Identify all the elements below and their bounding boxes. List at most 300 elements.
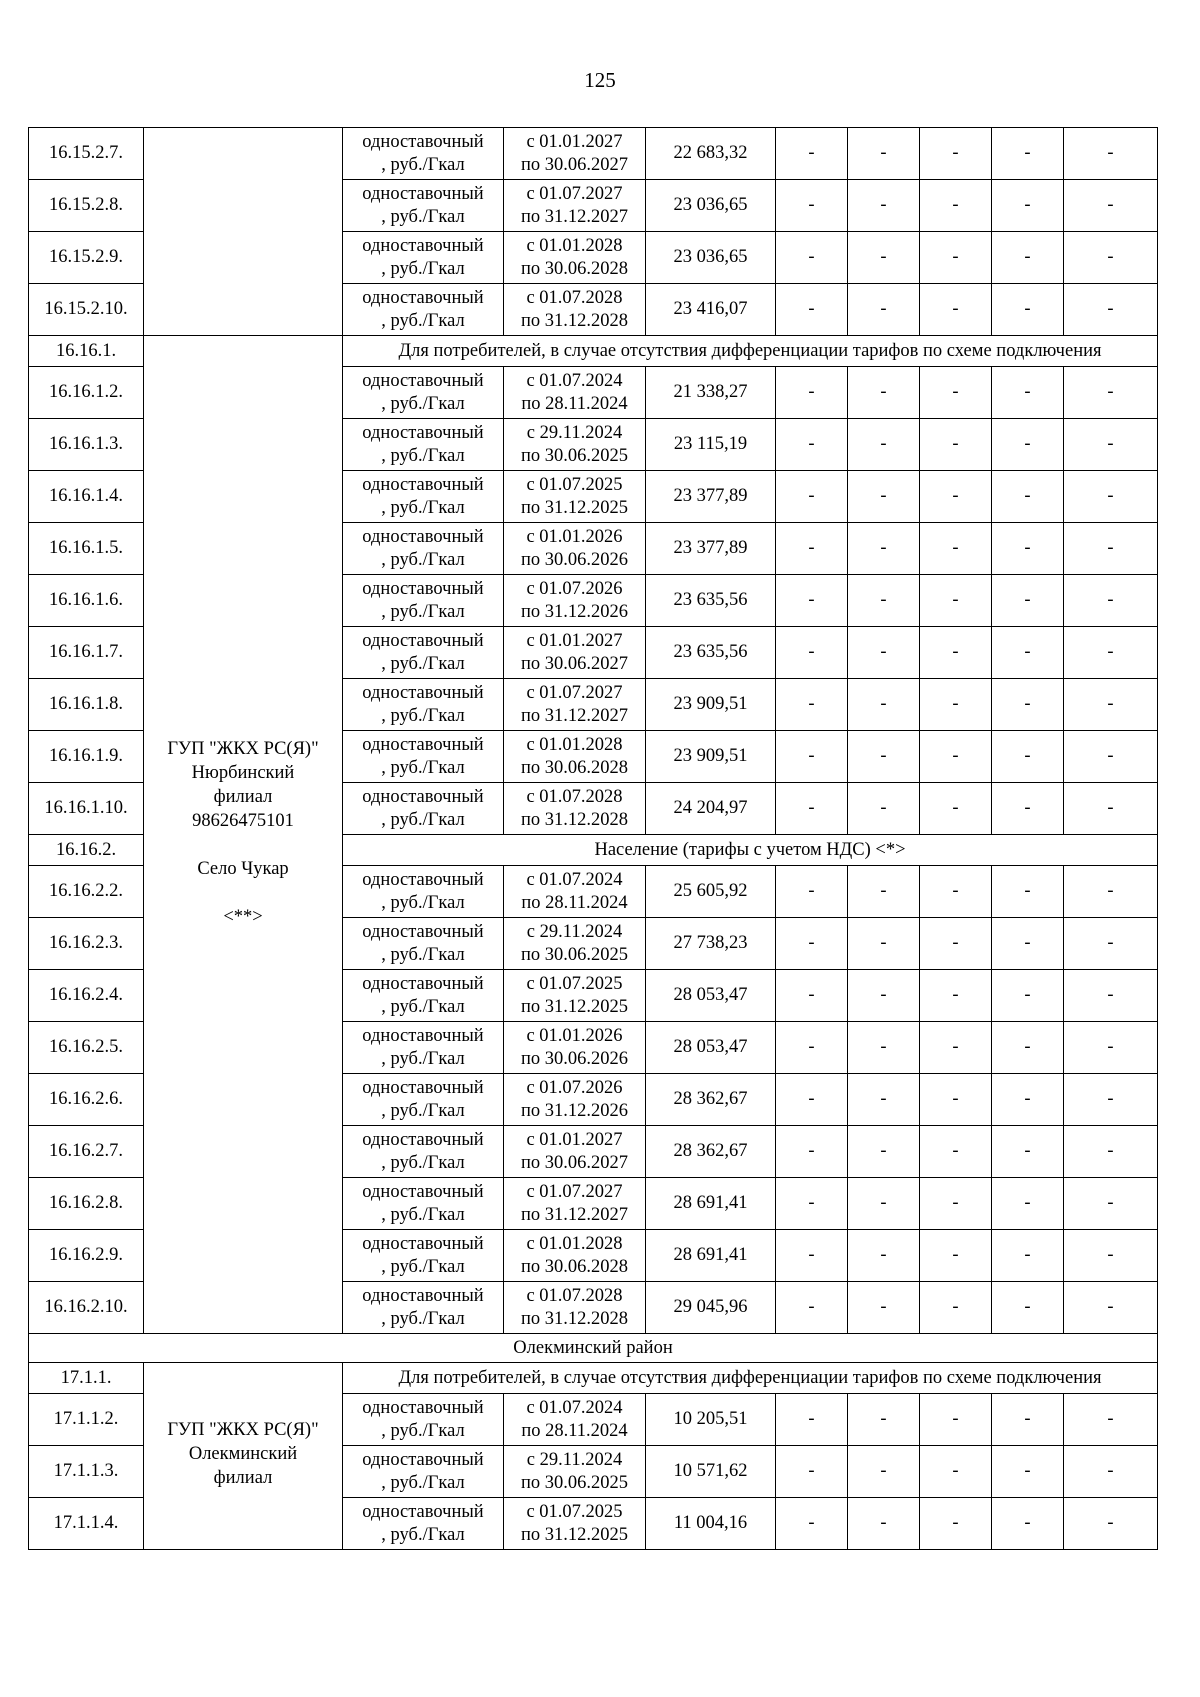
empty-value-dash: - bbox=[848, 1498, 920, 1550]
empty-value-dash: - bbox=[992, 523, 1064, 575]
period-line: по 30.06.2027 bbox=[520, 653, 629, 674]
row-number: 16.16.2.6. bbox=[29, 1074, 144, 1126]
empty-value-dash: - bbox=[920, 731, 992, 783]
empty-value-dash: - bbox=[1064, 1178, 1158, 1230]
empty-value-dash: - bbox=[920, 128, 992, 180]
empty-value-dash: - bbox=[848, 575, 920, 627]
tariff-value: 21 338,27 bbox=[646, 367, 776, 419]
empty-value-dash: - bbox=[992, 1178, 1064, 1230]
period-line: с 01.07.2025 bbox=[526, 474, 623, 495]
empty-value-dash: - bbox=[848, 367, 920, 419]
tariff-type-line: , руб./Гкал bbox=[381, 996, 465, 1017]
period-cell bbox=[504, 284, 646, 336]
tariff-type-line: одноставочный bbox=[362, 921, 484, 942]
period-line: по 31.12.2025 bbox=[520, 1524, 629, 1545]
tariff-type-line: одноставочный bbox=[362, 1501, 484, 1522]
organization-line: Нюрбинский bbox=[191, 762, 295, 783]
empty-value-dash: - bbox=[848, 419, 920, 471]
empty-value-dash: - bbox=[920, 783, 992, 835]
tariff-value: 23 635,56 bbox=[646, 627, 776, 679]
empty-value-dash: - bbox=[992, 1074, 1064, 1126]
empty-value-dash: - bbox=[848, 1394, 920, 1446]
empty-value-dash: - bbox=[776, 575, 848, 627]
empty-value-dash: - bbox=[920, 866, 992, 918]
empty-value-dash: - bbox=[1064, 970, 1158, 1022]
period-cell bbox=[504, 419, 646, 471]
empty-value-dash: - bbox=[992, 471, 1064, 523]
tariff-type-line: одноставочный bbox=[362, 131, 484, 152]
period-line: по 30.06.2028 bbox=[520, 1256, 629, 1277]
tariff-value: 28 362,67 bbox=[646, 1126, 776, 1178]
empty-value-dash: - bbox=[776, 128, 848, 180]
period-line: с 01.07.2027 bbox=[526, 183, 623, 204]
empty-value-dash: - bbox=[848, 627, 920, 679]
tariff-type-cell bbox=[343, 180, 504, 232]
tariff-type-cell bbox=[343, 731, 504, 783]
tariff-type-cell bbox=[343, 419, 504, 471]
period-line: с 01.01.2026 bbox=[526, 1025, 623, 1046]
empty-value-dash: - bbox=[920, 575, 992, 627]
organization-cell bbox=[144, 336, 343, 1334]
period-line: с 01.07.2024 bbox=[526, 370, 623, 391]
empty-value-dash: - bbox=[920, 367, 992, 419]
tariff-value: 10 205,51 bbox=[646, 1394, 776, 1446]
period-line: по 28.11.2024 bbox=[521, 892, 628, 913]
organization-line: ГУП "ЖКХ РС(Я)" bbox=[167, 1420, 319, 1440]
tariff-type-line: одноставочный bbox=[362, 422, 484, 443]
empty-value-dash: - bbox=[776, 284, 848, 336]
empty-value-dash: - bbox=[776, 523, 848, 575]
empty-value-dash: - bbox=[992, 232, 1064, 284]
tariff-type-cell bbox=[343, 1022, 504, 1074]
district-row bbox=[29, 1334, 1158, 1363]
empty-value-dash: - bbox=[848, 1178, 920, 1230]
period-line: по 31.12.2028 bbox=[520, 310, 629, 331]
tariff-value: 25 605,92 bbox=[646, 866, 776, 918]
organization-block bbox=[148, 737, 338, 933]
period-cell bbox=[504, 128, 646, 180]
period-line: с 01.01.2028 bbox=[526, 734, 623, 755]
period-cell bbox=[504, 367, 646, 419]
tariff-type-line: одноставочный bbox=[362, 183, 484, 204]
empty-value-dash: - bbox=[776, 1022, 848, 1074]
empty-value-dash: - bbox=[1064, 367, 1158, 419]
row-number: 16.15.2.9. bbox=[29, 232, 144, 284]
tariff-type-line: одноставочный bbox=[362, 682, 484, 703]
row-number: 16.16.2.10. bbox=[29, 1282, 144, 1334]
empty-value-dash: - bbox=[776, 918, 848, 970]
tariff-type-line: , руб./Гкал bbox=[381, 1472, 465, 1493]
empty-value-dash: - bbox=[848, 1446, 920, 1498]
empty-value-dash: - bbox=[776, 783, 848, 835]
empty-value-dash: - bbox=[920, 471, 992, 523]
empty-value-dash: - bbox=[776, 970, 848, 1022]
row-number: 16.16.1.8. bbox=[29, 679, 144, 731]
empty-value-dash: - bbox=[992, 1126, 1064, 1178]
tariff-type-cell bbox=[343, 284, 504, 336]
row-number: 16.16.2.2. bbox=[29, 866, 144, 918]
period-cell bbox=[504, 1498, 646, 1550]
tariff-type-cell bbox=[343, 1394, 504, 1446]
tariff-value: 23 115,19 bbox=[646, 419, 776, 471]
empty-value-dash: - bbox=[848, 970, 920, 1022]
tariff-value: 28 053,47 bbox=[646, 970, 776, 1022]
empty-value-dash: - bbox=[920, 1498, 992, 1550]
tariff-type-line: одноставочный bbox=[362, 1285, 484, 1306]
period-cell bbox=[504, 1394, 646, 1446]
empty-value-dash: - bbox=[992, 970, 1064, 1022]
tariff-type-line: , руб./Гкал bbox=[381, 445, 465, 466]
empty-value-dash: - bbox=[776, 232, 848, 284]
period-cell bbox=[504, 232, 646, 284]
row-number: 17.1.1. bbox=[29, 1363, 144, 1394]
empty-value-dash: - bbox=[920, 232, 992, 284]
tariff-type-cell bbox=[343, 1282, 504, 1334]
tariff-value: 23 909,51 bbox=[646, 679, 776, 731]
tariff-type-line: , руб./Гкал bbox=[381, 258, 465, 279]
tariff-type-line: , руб./Гкал bbox=[381, 310, 465, 331]
period-line: с 01.01.2027 bbox=[526, 630, 623, 651]
period-line: по 31.12.2025 bbox=[520, 996, 629, 1017]
tariff-type-cell bbox=[343, 523, 504, 575]
row-number: 16.16.2. bbox=[29, 835, 144, 866]
empty-value-dash: - bbox=[1064, 1230, 1158, 1282]
period-line: по 31.12.2026 bbox=[520, 1100, 629, 1121]
tariff-value: 27 738,23 bbox=[646, 918, 776, 970]
empty-value-dash: - bbox=[992, 1446, 1064, 1498]
empty-value-dash: - bbox=[776, 1230, 848, 1282]
tariff-type-line: одноставочный bbox=[362, 734, 484, 755]
empty-value-dash: - bbox=[776, 1178, 848, 1230]
tariff-type-cell bbox=[343, 866, 504, 918]
tariff-type-line: одноставочный bbox=[362, 1449, 484, 1470]
tariff-value: 23 909,51 bbox=[646, 731, 776, 783]
period-line: по 31.12.2027 bbox=[520, 705, 629, 726]
period-cell bbox=[504, 627, 646, 679]
row-number: 16.15.2.8. bbox=[29, 180, 144, 232]
organization-line: Олекминский bbox=[188, 1444, 298, 1464]
empty-value-dash: - bbox=[776, 1126, 848, 1178]
period-line: по 30.06.2028 bbox=[520, 757, 629, 778]
empty-value-dash: - bbox=[920, 679, 992, 731]
tariff-value: 29 045,96 bbox=[646, 1282, 776, 1334]
row-number: 16.15.2.7. bbox=[29, 128, 144, 180]
period-line: по 31.12.2028 bbox=[520, 1308, 629, 1329]
empty-value-dash: - bbox=[992, 419, 1064, 471]
empty-value-dash: - bbox=[848, 232, 920, 284]
empty-value-dash: - bbox=[920, 1394, 992, 1446]
period-line: по 30.06.2028 bbox=[520, 258, 629, 279]
empty-value-dash: - bbox=[776, 866, 848, 918]
tariff-type-line: одноставочный bbox=[362, 869, 484, 890]
period-line: по 31.12.2027 bbox=[520, 1204, 629, 1225]
period-line: по 28.11.2024 bbox=[521, 393, 628, 414]
tariff-type-line: одноставочный bbox=[362, 1233, 484, 1254]
period-cell bbox=[504, 1230, 646, 1282]
empty-value-dash: - bbox=[920, 1022, 992, 1074]
empty-value-dash: - bbox=[776, 1394, 848, 1446]
tariff-type-line: , руб./Гкал bbox=[381, 1420, 465, 1441]
tariff-table bbox=[28, 127, 1158, 1550]
tariff-type-line: , руб./Гкал bbox=[381, 549, 465, 570]
empty-value-dash: - bbox=[920, 1074, 992, 1126]
row-number: 16.16.2.8. bbox=[29, 1178, 144, 1230]
row-number: 17.1.1.2. bbox=[29, 1394, 144, 1446]
table-row bbox=[29, 128, 1158, 180]
empty-value-dash: - bbox=[1064, 918, 1158, 970]
period-line: по 31.12.2026 bbox=[520, 601, 629, 622]
empty-value-dash: - bbox=[776, 679, 848, 731]
row-number: 17.1.1.4. bbox=[29, 1498, 144, 1550]
tariff-type-line: , руб./Гкал bbox=[381, 1204, 465, 1225]
period-cell bbox=[504, 523, 646, 575]
period-line: по 30.06.2026 bbox=[520, 1048, 629, 1069]
empty-value-dash: - bbox=[1064, 1126, 1158, 1178]
period-line: с 01.07.2024 bbox=[526, 1397, 623, 1418]
empty-value-dash: - bbox=[992, 367, 1064, 419]
empty-value-dash: - bbox=[920, 918, 992, 970]
tariff-type-line: одноставочный bbox=[362, 370, 484, 391]
organization-line: филиал bbox=[213, 1468, 273, 1488]
period-line: по 30.06.2025 bbox=[520, 445, 629, 466]
empty-value-dash: - bbox=[1064, 523, 1158, 575]
tariff-type-cell bbox=[343, 1074, 504, 1126]
period-line: с 01.01.2027 bbox=[526, 1129, 623, 1150]
empty-value-dash: - bbox=[1064, 783, 1158, 835]
empty-value-dash: - bbox=[992, 180, 1064, 232]
tariff-type-line: , руб./Гкал bbox=[381, 206, 465, 227]
tariff-type-line: , руб./Гкал bbox=[381, 393, 465, 414]
tariff-type-line: , руб./Гкал bbox=[381, 809, 465, 830]
empty-value-dash: - bbox=[1064, 1394, 1158, 1446]
organization-line: 98626475101 bbox=[192, 810, 294, 831]
organization-line: филиал bbox=[213, 786, 273, 807]
empty-value-dash: - bbox=[1064, 284, 1158, 336]
period-cell bbox=[504, 970, 646, 1022]
empty-value-dash: - bbox=[992, 918, 1064, 970]
tariff-value: 28 691,41 bbox=[646, 1230, 776, 1282]
period-line: по 31.12.2027 bbox=[520, 206, 629, 227]
row-number: 17.1.1.3. bbox=[29, 1446, 144, 1498]
empty-value-dash: - bbox=[992, 679, 1064, 731]
row-number: 16.16.1.7. bbox=[29, 627, 144, 679]
section-header-text: Для потребителей, в случае отсутствия дифференциации тарифов по схеме подключения bbox=[343, 1363, 1158, 1394]
organization-cell-empty bbox=[144, 128, 343, 336]
empty-value-dash: - bbox=[1064, 1074, 1158, 1126]
period-line: с 01.01.2028 bbox=[526, 1233, 623, 1254]
tariff-value: 23 036,65 bbox=[646, 232, 776, 284]
tariff-type-cell bbox=[343, 1446, 504, 1498]
empty-value-dash: - bbox=[776, 627, 848, 679]
empty-value-dash: - bbox=[920, 284, 992, 336]
empty-value-dash: - bbox=[1064, 1498, 1158, 1550]
row-number: 16.16.1.6. bbox=[29, 575, 144, 627]
empty-value-dash: - bbox=[848, 1022, 920, 1074]
empty-value-dash: - bbox=[776, 731, 848, 783]
period-line: по 30.06.2026 bbox=[520, 549, 629, 570]
empty-value-dash: - bbox=[992, 1230, 1064, 1282]
tariff-type-cell bbox=[343, 575, 504, 627]
page-number: 125 bbox=[584, 68, 616, 92]
period-cell bbox=[504, 731, 646, 783]
period-line: с 01.01.2027 bbox=[526, 131, 623, 152]
tariff-type-line: одноставочный bbox=[362, 1025, 484, 1046]
period-line: с 01.07.2028 bbox=[526, 786, 623, 807]
section-header-text: Для потребителей, в случае отсутствия дифференциации тарифов по схеме подключения bbox=[343, 336, 1158, 367]
empty-value-dash: - bbox=[920, 1446, 992, 1498]
row-number: 16.16.1.3. bbox=[29, 419, 144, 471]
tariff-type-line: одноставочный bbox=[362, 786, 484, 807]
empty-value-dash: - bbox=[848, 523, 920, 575]
period-line: по 31.12.2025 bbox=[520, 497, 629, 518]
empty-value-dash: - bbox=[920, 419, 992, 471]
empty-value-dash: - bbox=[776, 471, 848, 523]
period-line: по 30.06.2025 bbox=[520, 944, 629, 965]
period-cell bbox=[504, 1022, 646, 1074]
tariff-type-cell bbox=[343, 1178, 504, 1230]
tariff-type-cell bbox=[343, 679, 504, 731]
empty-value-dash: - bbox=[848, 918, 920, 970]
empty-value-dash: - bbox=[1064, 679, 1158, 731]
period-line: с 01.07.2024 bbox=[526, 869, 623, 890]
empty-value-dash: - bbox=[992, 1282, 1064, 1334]
period-cell bbox=[504, 679, 646, 731]
empty-value-dash: - bbox=[1064, 1446, 1158, 1498]
period-line: с 01.07.2026 bbox=[526, 1077, 623, 1098]
tariff-type-line: , руб./Гкал bbox=[381, 653, 465, 674]
period-line: по 31.12.2028 bbox=[520, 809, 629, 830]
tariff-value: 23 036,65 bbox=[646, 180, 776, 232]
empty-value-dash: - bbox=[848, 1126, 920, 1178]
tariff-type-cell bbox=[343, 970, 504, 1022]
empty-value-dash: - bbox=[1064, 627, 1158, 679]
empty-value-dash: - bbox=[776, 1446, 848, 1498]
empty-value-dash: - bbox=[1064, 471, 1158, 523]
empty-value-dash: - bbox=[992, 575, 1064, 627]
tariff-type-line: , руб./Гкал bbox=[381, 154, 465, 175]
empty-value-dash: - bbox=[1064, 419, 1158, 471]
period-line: с 29.11.2024 bbox=[526, 921, 623, 942]
tariff-type-cell bbox=[343, 1126, 504, 1178]
period-line: с 29.11.2024 bbox=[526, 422, 623, 443]
empty-value-dash: - bbox=[848, 1230, 920, 1282]
empty-value-dash: - bbox=[848, 128, 920, 180]
empty-value-dash: - bbox=[776, 1074, 848, 1126]
tariff-type-line: одноставочный bbox=[362, 1129, 484, 1150]
row-number: 16.16.1.10. bbox=[29, 783, 144, 835]
row-number: 16.16.2.5. bbox=[29, 1022, 144, 1074]
tariff-value: 23 635,56 bbox=[646, 575, 776, 627]
section-header-text: Население (тарифы с учетом НДС) <*> bbox=[343, 835, 1158, 866]
empty-value-dash: - bbox=[848, 180, 920, 232]
tariff-type-cell bbox=[343, 1498, 504, 1550]
tariff-type-cell bbox=[343, 1230, 504, 1282]
tariff-type-line: , руб./Гкал bbox=[381, 497, 465, 518]
empty-value-dash: - bbox=[1064, 232, 1158, 284]
tariff-type-cell bbox=[343, 367, 504, 419]
row-number: 16.16.2.9. bbox=[29, 1230, 144, 1282]
organization-block bbox=[148, 1418, 338, 1494]
empty-value-dash: - bbox=[1064, 731, 1158, 783]
row-number: 16.16.2.3. bbox=[29, 918, 144, 970]
empty-value-dash: - bbox=[848, 783, 920, 835]
period-line: с 29.11.2024 bbox=[526, 1449, 623, 1470]
tariff-type-line: , руб./Гкал bbox=[381, 1524, 465, 1545]
empty-value-dash: - bbox=[992, 627, 1064, 679]
empty-value-dash: - bbox=[848, 1282, 920, 1334]
period-line: с 01.07.2026 bbox=[526, 578, 623, 599]
period-cell bbox=[504, 471, 646, 523]
tariff-type-line: одноставочный bbox=[362, 973, 484, 994]
empty-value-dash: - bbox=[848, 731, 920, 783]
period-line: с 01.07.2025 bbox=[526, 973, 623, 994]
empty-value-dash: - bbox=[920, 523, 992, 575]
empty-value-dash: - bbox=[992, 1394, 1064, 1446]
section-header-row bbox=[29, 336, 1158, 367]
tariff-type-line: одноставочный bbox=[362, 578, 484, 599]
tariff-type-line: одноставочный bbox=[362, 1397, 484, 1418]
tariff-type-line: , руб./Гкал bbox=[381, 601, 465, 622]
period-cell bbox=[504, 783, 646, 835]
tariff-type-line: одноставочный bbox=[362, 1077, 484, 1098]
empty-value-dash: - bbox=[848, 866, 920, 918]
period-line: с 01.07.2027 bbox=[526, 682, 623, 703]
district-name: Олекминский район bbox=[29, 1334, 1158, 1363]
period-cell bbox=[504, 1178, 646, 1230]
row-number: 16.15.2.10. bbox=[29, 284, 144, 336]
empty-value-dash: - bbox=[920, 627, 992, 679]
period-cell bbox=[504, 180, 646, 232]
empty-value-dash: - bbox=[1064, 180, 1158, 232]
empty-value-dash: - bbox=[992, 128, 1064, 180]
empty-value-dash: - bbox=[1064, 1022, 1158, 1074]
period-cell bbox=[504, 1282, 646, 1334]
tariff-value: 11 004,16 bbox=[646, 1498, 776, 1550]
tariff-type-line: одноставочный bbox=[362, 235, 484, 256]
row-number: 16.16.1. bbox=[29, 336, 144, 367]
organization-line: Село Чукар bbox=[197, 858, 289, 879]
empty-value-dash: - bbox=[992, 284, 1064, 336]
empty-value-dash: - bbox=[992, 731, 1064, 783]
tariff-value: 28 053,47 bbox=[646, 1022, 776, 1074]
empty-value-dash: - bbox=[776, 367, 848, 419]
empty-value-dash: - bbox=[1064, 866, 1158, 918]
empty-value-dash: - bbox=[1064, 1282, 1158, 1334]
tariff-type-line: , руб./Гкал bbox=[381, 1256, 465, 1277]
period-line: по 28.11.2024 bbox=[521, 1420, 628, 1441]
empty-value-dash: - bbox=[848, 471, 920, 523]
row-number: 16.16.1.4. bbox=[29, 471, 144, 523]
tariff-type-line: одноставочный bbox=[362, 474, 484, 495]
row-number: 16.16.1.2. bbox=[29, 367, 144, 419]
empty-value-dash: - bbox=[920, 1282, 992, 1334]
empty-value-dash: - bbox=[920, 1178, 992, 1230]
period-cell bbox=[504, 1126, 646, 1178]
organization-line: ГУП "ЖКХ РС(Я)" bbox=[167, 738, 319, 759]
organization-line bbox=[148, 833, 338, 857]
period-cell bbox=[504, 1446, 646, 1498]
tariff-type-line: , руб./Гкал bbox=[381, 1048, 465, 1069]
period-line: с 01.07.2028 bbox=[526, 1285, 623, 1306]
organization-line: <**> bbox=[223, 906, 263, 927]
empty-value-dash: - bbox=[776, 419, 848, 471]
period-cell bbox=[504, 866, 646, 918]
row-number: 16.16.2.4. bbox=[29, 970, 144, 1022]
tariff-value: 23 416,07 bbox=[646, 284, 776, 336]
tariff-value: 10 571,62 bbox=[646, 1446, 776, 1498]
tariff-value: 28 691,41 bbox=[646, 1178, 776, 1230]
organization-cell bbox=[144, 1363, 343, 1550]
